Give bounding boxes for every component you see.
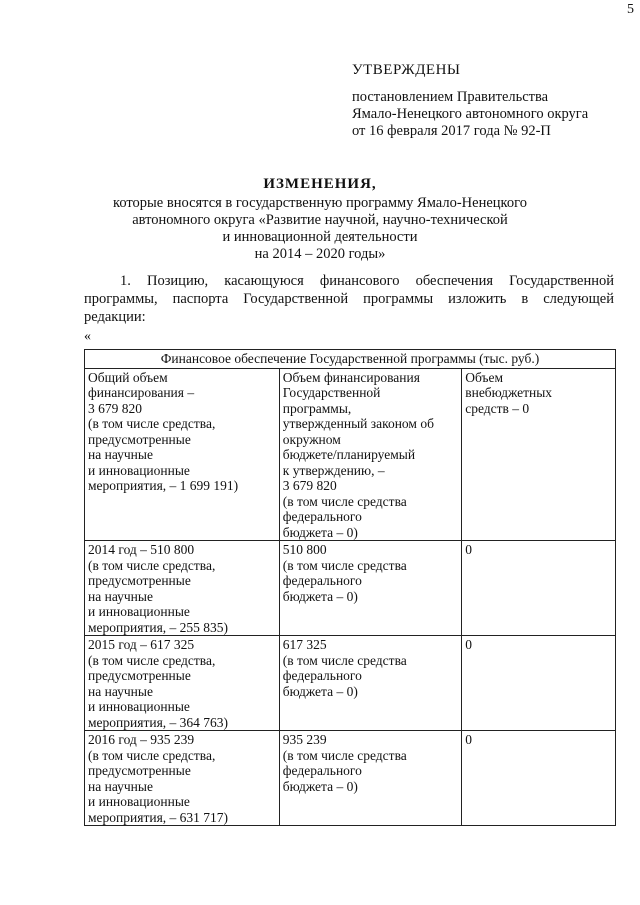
table-row xyxy=(85,731,616,826)
approval-line-2: Ямало-Ненецкого автономного округа xyxy=(352,106,589,122)
page-number: 5 xyxy=(627,2,634,17)
table-cell-budget: 617 325 (в том числе средства федерального бюджета – 0) xyxy=(279,636,461,731)
paragraph-line-2: программы, паспорта Государственной программы изложить в следующей xyxy=(84,291,614,307)
subtitle-line-2: автономного округа «Развитие научной, научно-технической xyxy=(132,212,508,228)
table-caption: Финансовое обеспечение Государственной программы (тыс. руб.) xyxy=(85,350,616,369)
amendment-paragraph xyxy=(84,272,614,326)
subtitle-line-1: которые вносятся в государственную программу Ямало-Ненецкого xyxy=(113,195,527,211)
approval-line-3: от 16 февраля 2017 года № 92-П xyxy=(352,123,551,139)
table-row xyxy=(85,541,616,636)
table-cell-offbudget: 0 xyxy=(462,731,616,826)
table-cell-budget: 935 239 (в том числе средства федерального бюджета – 0) xyxy=(279,731,461,826)
document-title: ИЗМЕНЕНИЯ, xyxy=(263,176,377,192)
table-cell-budget: Объем финансирования Государственной программы, утвержденный законом об окружном бюджете/планируемый к утверждению, – 3 679 820 (в том числе средства федерального бюджета – 0) xyxy=(279,368,461,541)
table-cell-total: 2014 год – 510 800 (в том числе средства, предусмотренные на научные и инновационные мероприятия, – 255 835) xyxy=(85,541,280,636)
approval-line-1: постановлением Правительства xyxy=(352,89,549,105)
subtitle-line-4: на 2014 – 2020 годы» xyxy=(254,246,386,262)
financing-table xyxy=(84,349,616,826)
opening-quote: « xyxy=(84,329,91,344)
document-subtitle xyxy=(100,195,540,263)
approval-block xyxy=(352,62,588,140)
table-cell-offbudget: 0 xyxy=(462,541,616,636)
table-caption-row xyxy=(85,350,616,369)
table-cell-total: Общий объем финансирования – 3 679 820 (в том числе средства, предусмотренные на научные и инновационные мероприятия, – 1 699 191) xyxy=(85,368,280,541)
paragraph-line-1: 1. Позицию, касающуюся финансового обеспечения Государственной xyxy=(120,273,614,289)
table-row xyxy=(85,636,616,731)
table-cell-offbudget: Объем внебюджетных средств – 0 xyxy=(462,368,616,541)
approval-title: УТВЕРЖДЕНЫ xyxy=(352,62,461,78)
subtitle-line-3: и инновационной деятельности xyxy=(222,229,418,245)
paragraph-line-3: редакции: xyxy=(84,309,146,325)
table-row xyxy=(85,368,616,541)
table-cell-offbudget: 0 xyxy=(462,636,616,731)
table-cell-total: 2015 год – 617 325 (в том числе средства, предусмотренные на научные и инновационные мероприятия, – 364 763) xyxy=(85,636,280,731)
table-cell-total: 2016 год – 935 239 (в том числе средства, предусмотренные на научные и инновационные мероприятия, – 631 717) xyxy=(85,731,280,826)
table-cell-budget: 510 800 (в том числе средства федерального бюджета – 0) xyxy=(279,541,461,636)
